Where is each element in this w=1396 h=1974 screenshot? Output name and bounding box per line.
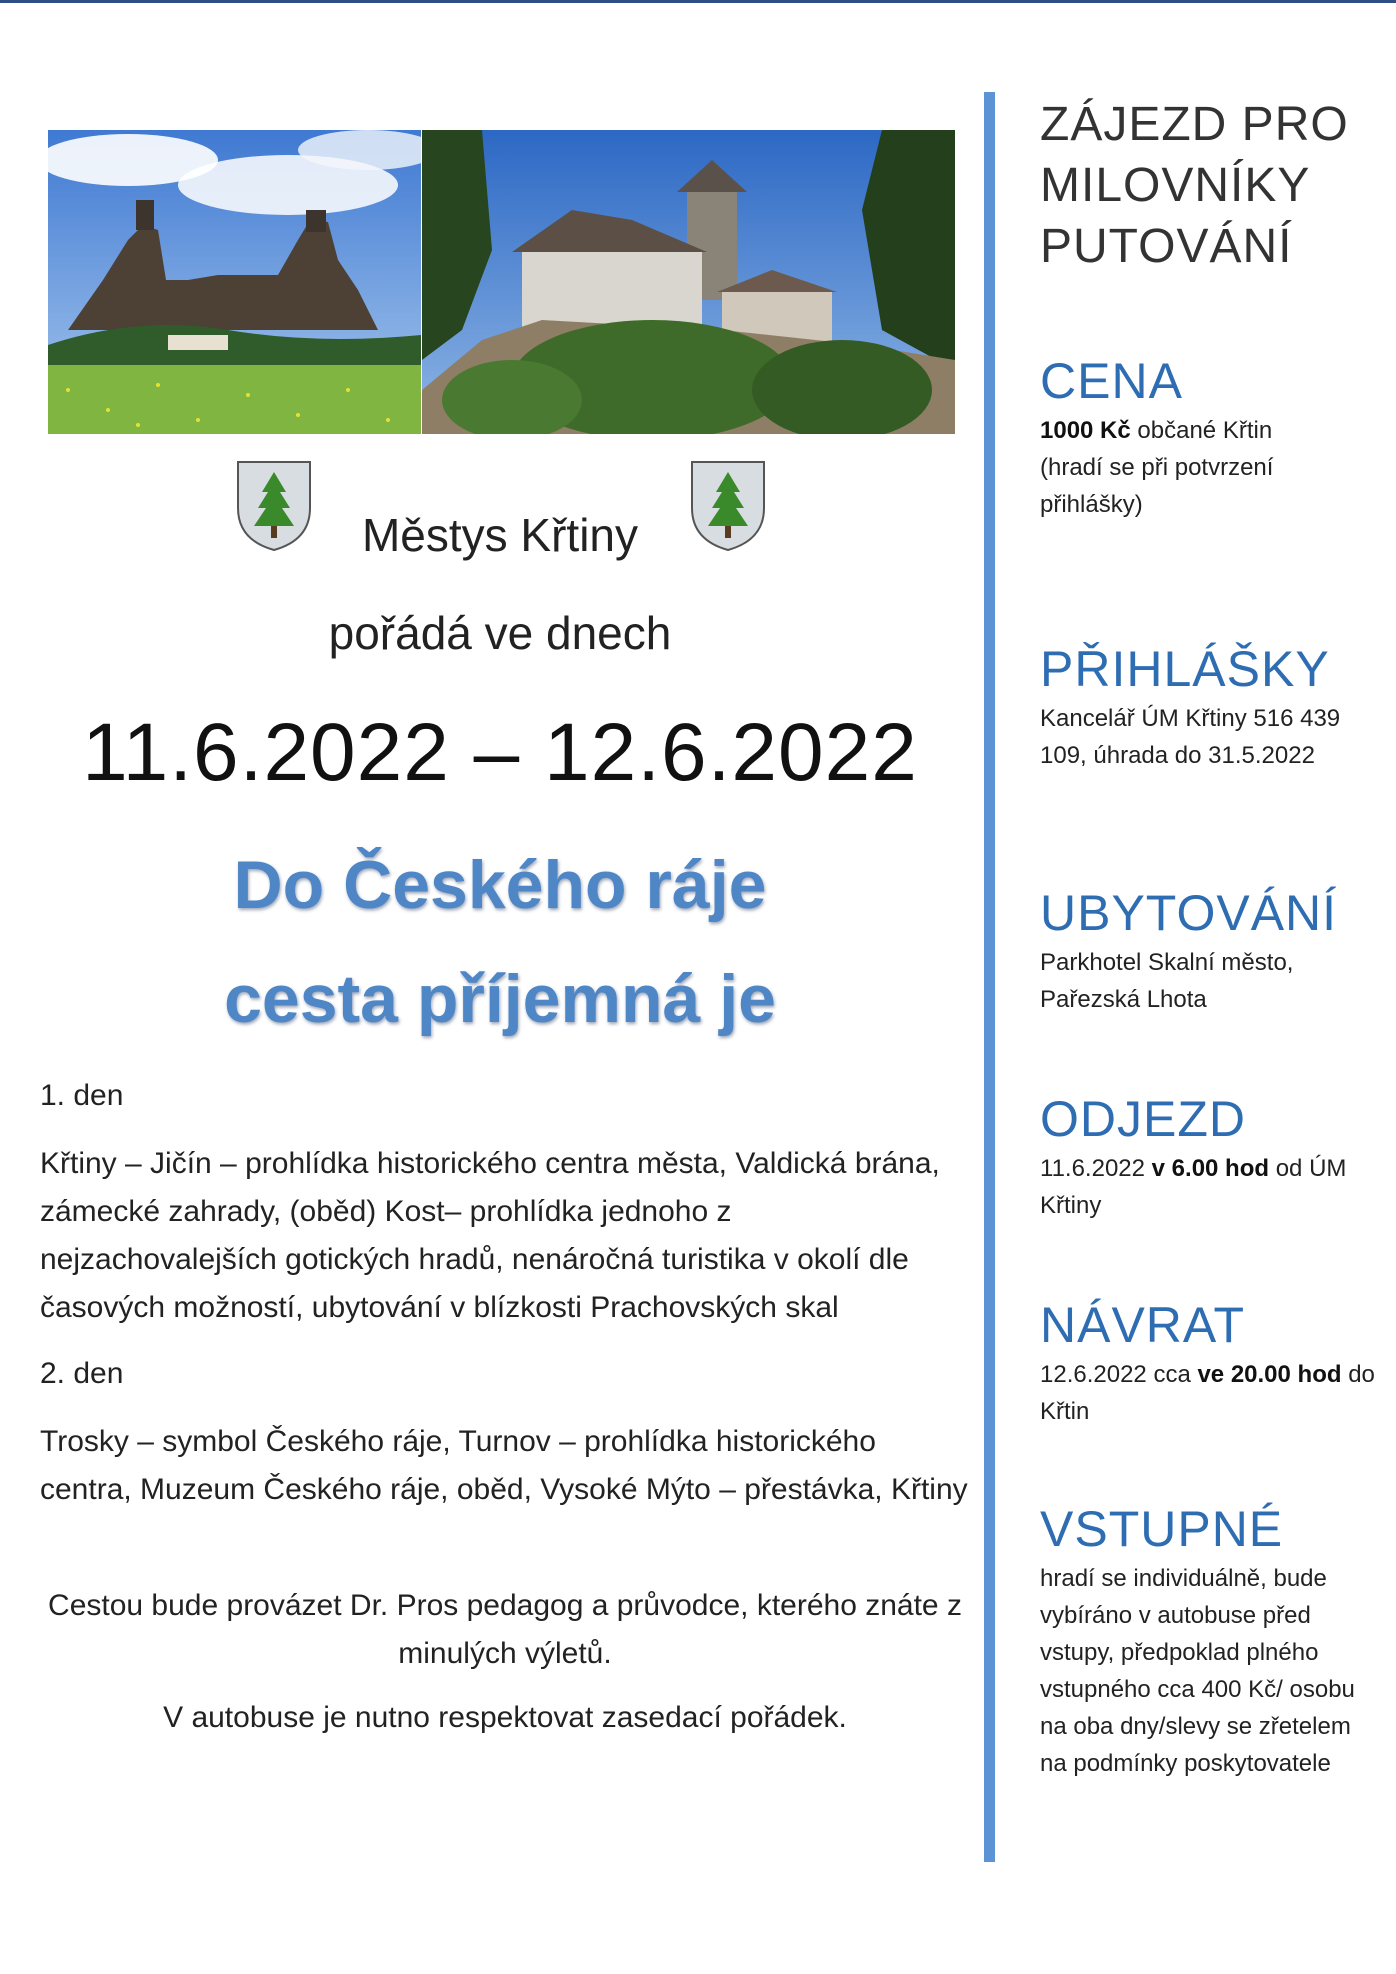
- sidebar-title: ZÁJEZD PRO MILOVNÍKY PUTOVÁNÍ: [1040, 98, 1349, 273]
- admission-text: hradí se individuálně, bude vybíráno v autobuse před vstupy, předpoklad plného vstupného cca 400 Kč/ osobu na oba dny/slevy se zřetelem na podmínky poskytovatele: [1040, 1565, 1355, 1777]
- price-heading: CENA: [1040, 353, 1183, 409]
- accommodation-text: Parkhotel Skalní město, Pařezská Lhota: [1040, 949, 1294, 1013]
- day2-description: Trosky – symbol Českého ráje, Turnov – prohlídka historického centra, Muzeum Českého ráje, oběd, Vysoké Mýto – přestávka, Křtiny: [40, 1425, 968, 1506]
- return-date: 12.6.2022 cca: [1040, 1361, 1198, 1388]
- day1-title: 1. den: [40, 1079, 124, 1112]
- departure-text: [1040, 1150, 1380, 1224]
- day2-title: 2. den: [40, 1357, 124, 1390]
- intro-text: pořádá ve dnech: [328, 607, 672, 659]
- seating-note: V autobuse je nutno respektovat zasedací pořádek.: [163, 1701, 847, 1734]
- departure-time: v 6.00 hod: [1151, 1155, 1270, 1182]
- top-rule: [0, 0, 1396, 3]
- event-dates: 11.6.2022 – 12.6.2022: [82, 707, 918, 798]
- guide-note: Cestou bude provázet Dr. Pros pedagog a průvodce, kterého znáte z minulých výletů.: [48, 1589, 962, 1670]
- day1-description: Křtiny – Jičín – prohlídka historického centra města, Valdická brána, zámecké zahrady, (oběd) Kost– prohlídka jednoho z nejzachovalejších gotických hradů, nenáročná turistika v okolí dle časových možností, ubytování v blízkosti Prachovských skal: [40, 1147, 940, 1324]
- departure-heading: ODJEZD: [1040, 1091, 1246, 1147]
- return-time: ve 20.00 hod: [1197, 1361, 1342, 1388]
- return-heading: NÁVRAT: [1040, 1297, 1246, 1353]
- return-place: do Křtin: [1040, 1361, 1375, 1425]
- price-amount: 1000 Kč: [1040, 417, 1131, 444]
- sidebar-divider: [984, 92, 995, 1862]
- headline-line-1: Do Českého ráje: [233, 847, 767, 923]
- admission-heading: VSTUPNÉ: [1040, 1501, 1284, 1557]
- price-details: [1040, 412, 1380, 523]
- registration-text: Kancelář ÚM Křtiny 516 439 109, úhrada do 31.5.2022: [1040, 705, 1341, 769]
- kost-castle-photo: [422, 130, 955, 434]
- price-amount-suffix: občané Křtin: [1130, 417, 1273, 444]
- organizer-name: Městys Křtiny: [361, 509, 639, 561]
- registration-heading: PŘIHLÁŠKY: [1040, 641, 1330, 697]
- trosky-castle-photo: [48, 130, 421, 434]
- departure-date: 11.6.2022: [1040, 1155, 1152, 1182]
- price-note: (hradí se při potvrzení přihlášky): [1040, 454, 1274, 518]
- return-text: [1040, 1356, 1380, 1430]
- headline-line-2: cesta příjemná je: [224, 961, 776, 1037]
- accommodation-heading: UBYTOVÁNÍ: [1040, 885, 1338, 941]
- departure-place: od ÚM Křtiny: [1040, 1155, 1347, 1219]
